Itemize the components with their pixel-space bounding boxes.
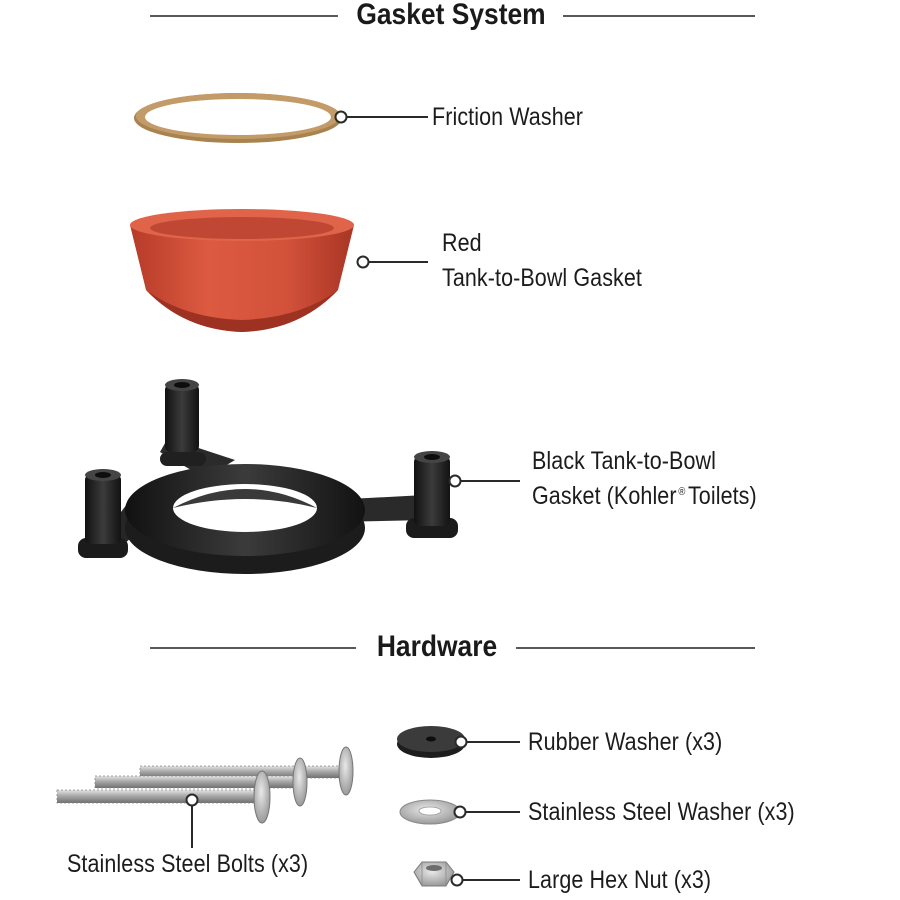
hardware-heading: Hardware: [376, 630, 498, 663]
rubber-washer-label: Rubber Washer (x3): [528, 728, 723, 756]
black-gasket-label-line1: Black Tank-to-Bowl: [532, 447, 716, 475]
bolts-image: [57, 747, 353, 823]
gasket-system-heading: Gasket System: [356, 0, 546, 31]
black-gasket-label: [532, 445, 757, 512]
registered-mark: ®: [678, 485, 686, 498]
leader-steel-washer: [455, 807, 521, 818]
bolts-label: Stainless Steel Bolts (x3): [67, 850, 309, 878]
friction-washer-label: Friction Washer: [432, 103, 584, 131]
black-gasket-label-line2-pre: Gasket (Kohler: [532, 482, 677, 510]
black-gasket-label-line2-post: Toilets): [687, 482, 757, 510]
red-gasket-label-line2: Tank-to-Bowl Gasket: [442, 264, 642, 292]
leader-hex-nut: [452, 875, 521, 886]
red-gasket-label-line1: Red: [442, 229, 482, 257]
red-gasket-image: [130, 209, 354, 332]
leader-friction-washer: [336, 112, 429, 123]
black-gasket-image: [78, 379, 458, 574]
leader-bolts: [187, 795, 198, 849]
red-gasket-label: [442, 227, 642, 294]
steel-washer-label: Stainless Steel Washer (x3): [528, 798, 795, 826]
hex-nut-image: [414, 862, 454, 886]
friction-washer-image: [134, 93, 342, 143]
hex-nut-label: Large Hex Nut (x3): [528, 866, 712, 894]
black-gasket-label-line2: [532, 480, 757, 512]
leader-red-gasket: [358, 257, 429, 268]
leader-rubber-washer: [456, 737, 521, 748]
leader-black-gasket: [450, 476, 521, 487]
steel-washer-image: [400, 800, 460, 824]
